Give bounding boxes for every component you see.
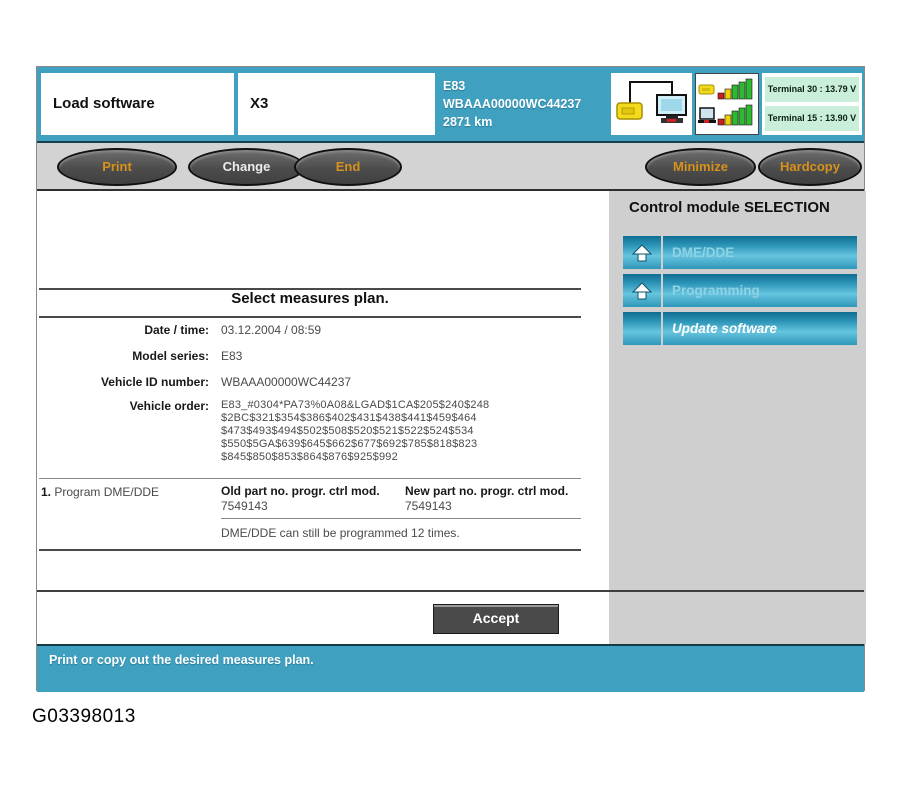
- vehicle-order-label: Vehicle order:: [129, 399, 209, 413]
- model-box: [238, 73, 435, 135]
- new-part-value: 7549143: [405, 499, 452, 513]
- vehicle-order-line: $845$850$853$864$876$925$992: [221, 451, 398, 463]
- vehicle-order-line: $473$493$494$502$508$520$521$522$524$534: [221, 425, 474, 437]
- date-time-value: 03.12.2004 / 08:59: [221, 323, 322, 337]
- end-button[interactable]: End: [294, 148, 402, 186]
- status-bar: [37, 644, 864, 692]
- control-module-panel: [609, 191, 866, 644]
- task-title: Load software: [53, 95, 155, 112]
- menu-item-update-software[interactable]: [623, 312, 857, 345]
- hardcopy-button[interactable]: Hardcopy: [758, 148, 862, 186]
- toolbar: [37, 141, 864, 191]
- model-label: X3: [250, 95, 269, 112]
- menu-item-label: DME/DDE: [663, 236, 857, 269]
- empty-arrow-cell: [623, 312, 661, 345]
- document-title: Select measures plan.: [231, 290, 389, 307]
- menu-item-programming[interactable]: [623, 274, 857, 307]
- vehicle-odometer: 2871 km: [443, 115, 493, 130]
- measure-item-number: 1.: [41, 485, 52, 499]
- app-window: [36, 66, 865, 691]
- vehicle-order-line: $550$5GA$639$645$662$677$692$785$818$823: [221, 438, 478, 450]
- accept-button[interactable]: Accept: [433, 604, 559, 634]
- new-part-header: New part no. progr. ctrl mod.: [405, 484, 569, 498]
- vehicle-series: E83: [443, 79, 466, 93]
- vin-value: WBAAA00000WC44237: [221, 375, 352, 389]
- obd-connector-signal-bars-icon: [698, 77, 756, 103]
- menu-item-label: Programming: [663, 274, 857, 307]
- control-module-menu: [623, 236, 857, 350]
- model-series-label: Model series:: [132, 349, 209, 363]
- vehicle-info: [443, 77, 581, 131]
- vehicle-order-line: E83_#0304*PA73%0A08&LGAD$1CA$205$240$248: [221, 399, 490, 411]
- menu-item-label: Update software: [663, 312, 857, 345]
- terminal-15-readout: Terminal 15 : 13.90 V: [765, 106, 859, 131]
- panel-title: Control module SELECTION: [629, 199, 830, 216]
- tester-signal-bars-icon: [698, 103, 756, 129]
- figure-id: G03398013: [32, 706, 136, 727]
- task-title-box: [41, 73, 234, 135]
- terminal-30-readout: Terminal 30 : 13.79 V: [765, 77, 859, 102]
- separator-line: [37, 590, 864, 592]
- up-arrow-icon[interactable]: [623, 274, 661, 307]
- old-part-value: 7549143: [221, 499, 268, 513]
- vehicle-order-line: $2BC$321$354$386$402$431$438$441$459$464: [221, 412, 477, 424]
- minimize-button[interactable]: Minimize: [645, 148, 756, 186]
- rule-above-measure: [39, 478, 581, 479]
- old-part-header: Old part no. progr. ctrl mod.: [221, 484, 380, 498]
- programming-note: DME/DDE can still be programmed 12 times.: [221, 526, 460, 540]
- rule-under-title: [39, 316, 581, 318]
- terminal-voltages-box: [762, 73, 862, 135]
- signal-status-box: [695, 73, 759, 135]
- measures-plan-document: [37, 191, 609, 644]
- change-button[interactable]: Change: [188, 148, 305, 186]
- model-series-value: E83: [221, 349, 243, 363]
- vehicle-to-tester-connection-icon: [611, 73, 692, 135]
- print-button[interactable]: Print: [57, 148, 177, 186]
- vehicle-vin: WBAAA00000WC44237: [443, 97, 582, 112]
- rule-under-parts: [221, 518, 581, 519]
- up-arrow-icon[interactable]: [623, 236, 661, 269]
- status-message: Print or copy out the desired measures plan.: [49, 653, 314, 667]
- menu-item-dme-dde[interactable]: [623, 236, 857, 269]
- vehicle-order-value: [221, 399, 489, 464]
- vin-label: Vehicle ID number:: [100, 375, 209, 389]
- date-time-label: Date / time:: [144, 323, 209, 337]
- body: [37, 191, 864, 644]
- header-bar: [37, 67, 864, 141]
- rule-bottom: [39, 549, 581, 551]
- measure-item-name: 1. Program DME/DDE: [41, 485, 160, 499]
